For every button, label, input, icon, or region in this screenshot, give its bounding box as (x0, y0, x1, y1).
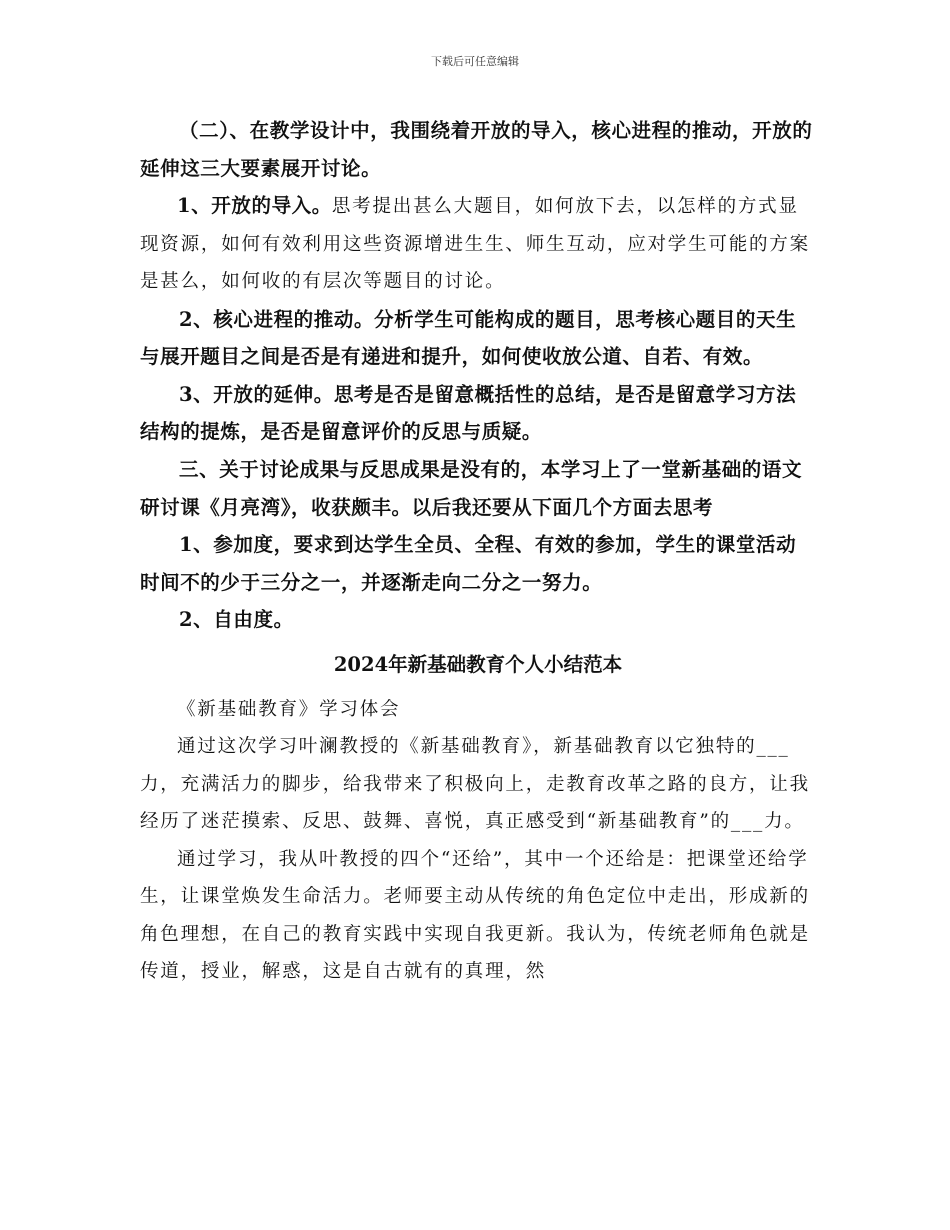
paragraph-open-intro-label: 1、开放的导入。 (177, 194, 332, 218)
page-header-note: 下载后可任意编辑 (431, 55, 519, 68)
paragraph-design-intro: （二）、在教学设计中，我围绕着开放的导入，核心进程的推动，开放的延伸这三大要素展开讨论。 (140, 119, 813, 180)
paragraph-open-extension: 3、开放的延伸。思考是否是留意概括性的总结，是否是留意学习方法结构的提炼，是否是留意评价的反思与质疑。 (140, 382, 797, 444)
paragraph-teacher-role: 通过学习，我从叶教授的四个“还给”，其中一个还给是：把课堂还给学生，让课堂焕发生命活力。老师要主动从传统的角色定位中走出，形成新的角色理想，在自己的教育实践中实现自我更新。我认为，传统老师角色就是传道，授业，解惑，这是自古就有的真理，然 (140, 848, 810, 983)
paragraph-reflection: 三、关于讨论成果与反思成果是没有的，本学习上了一堂新基础的语文研讨课《月亮湾》，收获颇丰。以后我还要从下面几个方面去思考 (140, 458, 803, 519)
paragraph-open-intro (140, 187, 816, 301)
document-body (140, 112, 816, 991)
section-title: 2024年新基础教育个人小结范本 (333, 653, 623, 677)
paragraph-study-experience: 通过这次学习叶澜教授的《新基础教育》，新基础教育以它独特的___力，充满活力的脚步，给我带来了积极向上，走教育改革之路的良方，让我经历了迷茫摸索、反思、鼓舞、喜悦，真正感受到“新基础教育”的___力。 (140, 736, 810, 833)
paragraph-participation: 1、参加度，要求到达学生全员、全程、有效的参加，学生的课堂活动时间不的少于三分之一，并逐渐走向二分之一努力。 (140, 533, 797, 594)
paragraph-freedom: 2、自由度。 (179, 608, 294, 632)
section-subtitle: 《新基础教育》学习体会 (177, 698, 401, 720)
paragraph-open-intro-text: 思考提出甚么大题目，如何放下去，以怎样的方式显现资源，如何有效利用这些资源增进生生、师生互动，应对学生可能的方案是甚么，如何收的有层次等题目的讨论。 (140, 196, 810, 293)
paragraph-core-process: 2、核心进程的推动。分析学生可能构成的题目，思考核心题目的天生与展开题目之间是否是有递进和提升，如何使收放公道、自若、有效。 (140, 307, 797, 369)
